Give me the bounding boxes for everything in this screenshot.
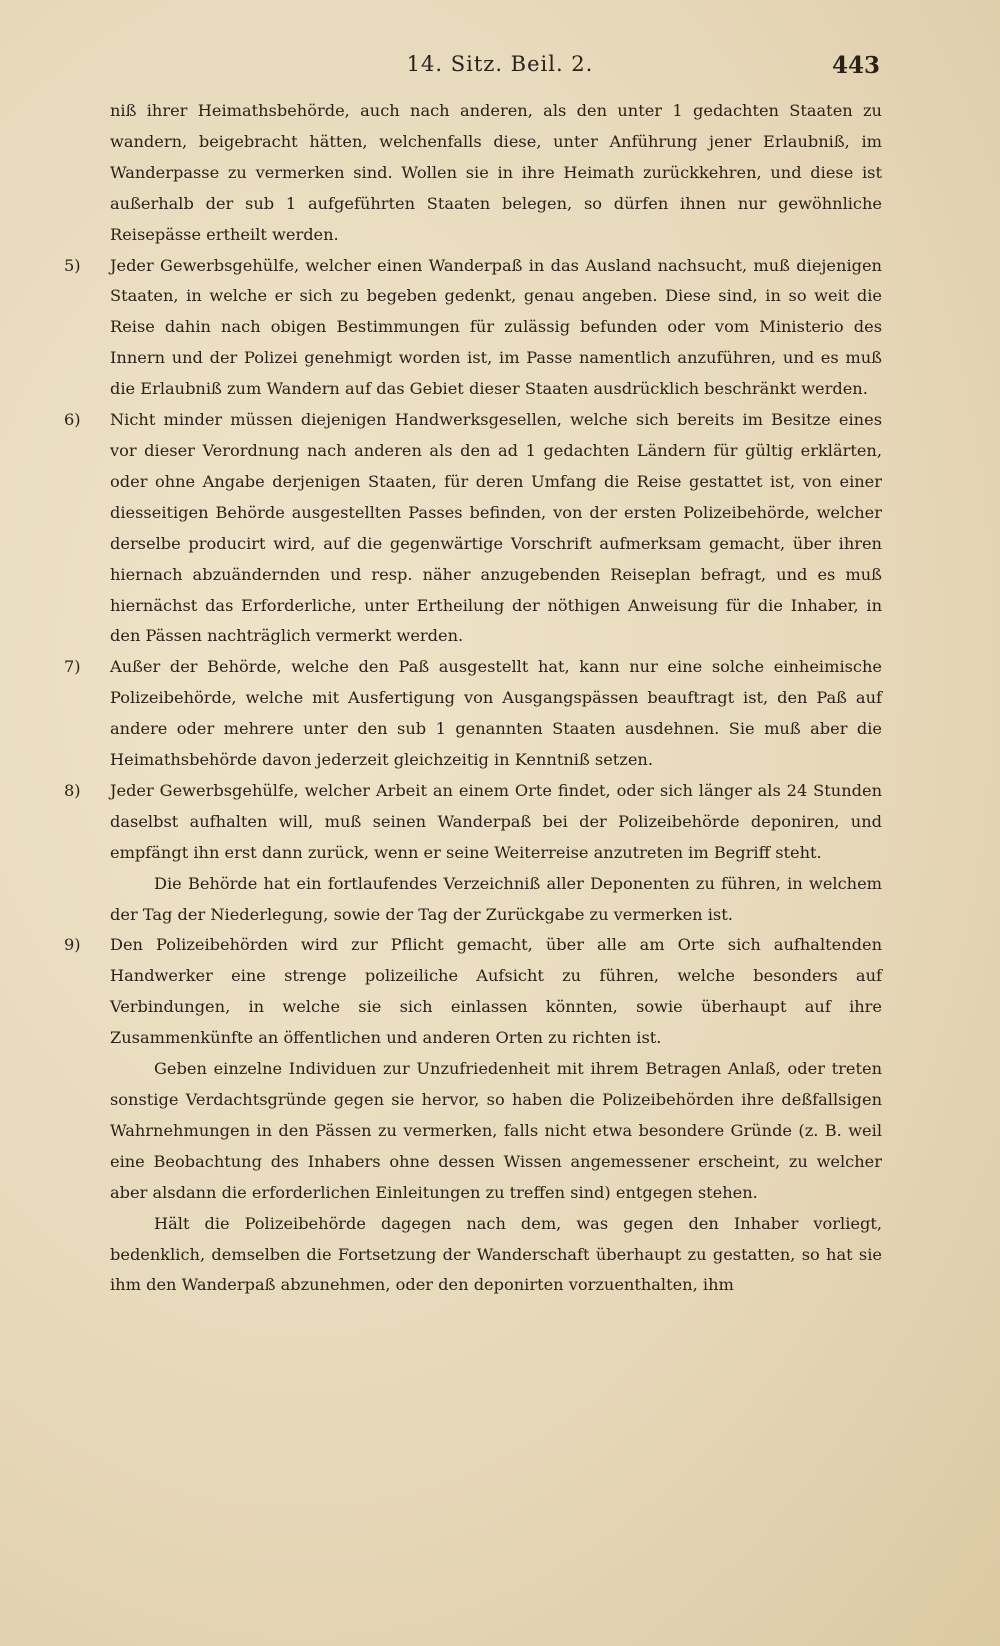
item-number: 5): [64, 255, 81, 275]
item-text: Nicht minder müssen diejenigen Handwerksgesellen, welche sich bereits im Besitze eines vor dieser Verordnung nach anderen als den ad 1 gedachten Ländern für gültig erklärten, oder ohne Angabe derjenigen Staaten, für deren Umfang die Reise gestattet ist, von einer diesseitigen Behörde ausgestellten Passes befinden, von der ersten Polizeibehörde, welcher derselbe producirt wird, auf die gegenwärtige Vorschrift aufmerksam gemacht, über ihren hiernach abzuändernden und resp. näher anzugebenden Reiseplan befragt, und es muß hiernächst das Erforderliche, unter Ertheilung der nöthigen Anweisung für die Inhaber, in den Pässen nachträglich vermerkt werden.: [110, 410, 882, 646]
page-number: 443: [831, 52, 880, 79]
paragraph-indented: Geben einzelne Individuen zur Unzufriedenheit mit ihrem Betragen Anlaß, oder treten sonstige Verdachtsgründe gegen sie hervor, so haben die Polizeibehörden ihre deßfallsigen Wahrnehmungen in den Pässen zu vermerken, falls nicht etwa besondere Gründe (z. B. weil eine Beobachtung des Inhabers ohne dessen Wissen angemessener erscheint, zu welcher aber alsdann die erforderlichen Einleitungen zu treffen sind) entgegen stehen.: [110, 1059, 882, 1202]
item-text: Den Polizeibehörden wird zur Pflicht gemacht, über alle am Orte sich aufhaltenden Handwerker eine strenge polizeiliche Aufsicht zu führen, welche besonders auf Verbindungen, in welche sie sich einlassen könnten, sowie überhaupt auf ihre Zusammenkünfte an öffentlichen und anderen Orten zu richten ist.: [110, 935, 882, 1048]
body-text: [64, 96, 882, 1301]
page-header: [0, 52, 1000, 88]
list-item-8: [64, 776, 882, 869]
list-item-6: [64, 405, 882, 652]
running-title: 14. Sitz. Beil. 2.: [406, 52, 594, 76]
list-item-7: [64, 652, 882, 776]
item-text: Jeder Gewerbsgehülfe, welcher Arbeit an einem Orte findet, oder sich länger als 24 Stunden daselbst aufhalten will, muß seinen Wanderpaß bei der Polizeibehörde deponiren, und empfängt ihn erst dann zurück, wenn er seine Weiterreise anzutreten im Begriff steht.: [110, 780, 882, 862]
item-number: 8): [64, 780, 81, 800]
item-text: Außer der Behörde, welche den Paß ausgestellt hat, kann nur eine solche einheimische Polizeibehörde, welche mit Ausfertigung von Ausgangspässen beauftragt ist, den Paß auf andere oder mehrere unter den sub 1 genannten Staaten ausdehnen. Sie muß aber die Heimathsbehörde davon jederzeit gleichzeitig in Kenntniß setzen.: [110, 657, 882, 770]
paragraph-indented: Hält die Polizeibehörde dagegen nach dem, was gegen den Inhaber vorliegt, bedenklich, demselben die Fortsetzung der Wanderschaft überhaupt zu gestatten, so hat sie ihm den Wanderpaß abzunehmen, oder den deponirten vorzuenthalten, ihm: [110, 1213, 882, 1295]
item-number: 9): [64, 935, 81, 955]
item-number: 7): [64, 657, 81, 677]
paragraph-indented: Die Behörde hat ein fortlaufendes Verzeichniß aller Deponenten zu führen, in welchem der Tag der Niederlegung, sowie der Tag der Zurückgabe zu vermerken ist.: [110, 873, 882, 924]
item-text: Jeder Gewerbsgehülfe, welcher einen Wanderpaß in das Ausland nachsucht, muß diejenigen Staaten, in welche er sich zu begeben gedenkt, genau angeben. Diese sind, in so weit die Reise dahin nach obigen Bestimmungen für zulässig befunden oder vom Ministerio des Innern und der Polizei genehmigt worden ist, im Passe namentlich anzuführen, und es muß die Erlaubniß zum Wandern auf das Gebiet dieser Staaten ausdrücklich beschränkt werden.: [110, 255, 882, 399]
list-item-9: [64, 930, 882, 1054]
list-item-5: [64, 251, 882, 406]
item-number: 6): [64, 410, 81, 430]
paragraph-continued: niß ihrer Heimathsbehörde, auch nach anderen, als den unter 1 gedachten Staaten zu wandern, beigebracht hätten, welchenfalls diese, unter Anführung jener Erlaubniß, im Wanderpasse zu vermerken sind. Wollen sie in ihre Heimath zurückkehren, und diese ist außerhalb der sub 1 aufgeführten Staaten belegen, so dürfen ihnen nur gewöhnliche Reisepässe ertheilt werden.: [110, 101, 882, 244]
